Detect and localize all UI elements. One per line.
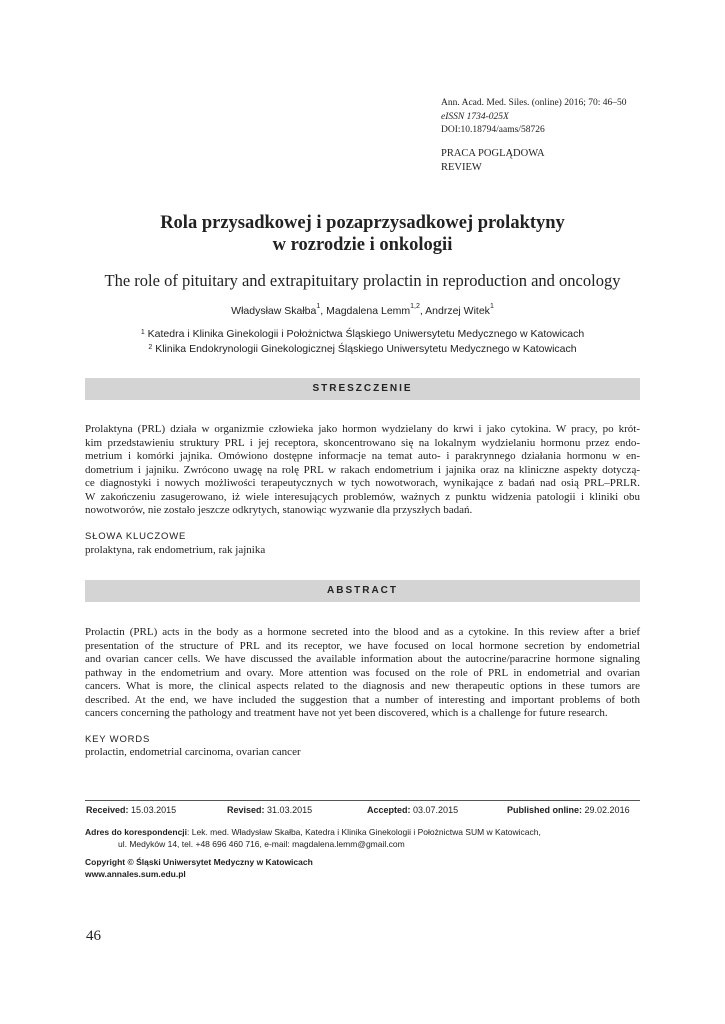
journal-eissn: eISSN 1734-025X bbox=[441, 111, 509, 122]
author-affiliation-mark: 1 bbox=[489, 303, 494, 310]
streszczenie-line: ce diagnostyki i nowych możliwości terapeutycznych w tych nowotworach, wynikające z badań nad osią PRL–PRLR. bbox=[85, 477, 640, 489]
keywords-label-pl: SŁOWA KLUCZOWE bbox=[85, 531, 187, 542]
page-number: 46 bbox=[86, 928, 101, 944]
correspondence-line1: : Lek. med. Władysław Skałba, Katedra i Klinika Ginekologii i Położnictwa SUM w Katowicach, bbox=[187, 827, 541, 837]
author-name: Władysław Skałba bbox=[231, 305, 317, 317]
keywords-en: prolactin, endometrial carcinoma, ovarian cancer bbox=[85, 746, 301, 758]
journal-doi: DOI:10.18794/aams/58726 bbox=[441, 125, 545, 135]
revised-label: Revised: bbox=[227, 805, 265, 815]
author-separator: , bbox=[419, 305, 426, 317]
keywords-label-en: KEY WORDS bbox=[85, 734, 151, 745]
correspondence-label: Adres do korespondencji bbox=[85, 827, 188, 837]
copyright bbox=[85, 856, 313, 880]
affiliation-number: 2 bbox=[148, 344, 153, 351]
title-polish bbox=[60, 212, 665, 256]
accepted-value: 03.07.2015 bbox=[413, 805, 459, 815]
article-type bbox=[441, 147, 545, 175]
received-date bbox=[86, 805, 176, 815]
accepted-date bbox=[367, 805, 458, 815]
abstract-body bbox=[85, 626, 640, 721]
received-label: Received: bbox=[86, 805, 129, 815]
affiliation-text: Klinika Endokrynologii Ginekologicznej Śląskiego Uniwersytetu Medycznego w Katowicach bbox=[155, 343, 577, 355]
streszczenie-heading: STRESZCZENIE bbox=[85, 378, 640, 400]
journal-website: www.annales.sum.edu.pl bbox=[85, 869, 186, 879]
streszczenie-line: metrium i komórki jajnika. Omówiono dostępne informacje na temat auto- i parakrynnego działania hormonu w en- bbox=[85, 450, 640, 462]
published-value: 29.02.2016 bbox=[584, 805, 630, 815]
abstract-heading: ABSTRACT bbox=[85, 580, 640, 602]
streszczenie-line: dometrium i jajniku. Zwrócono uwagę na rolę PRL w rakach endometrium i jajnika oraz na kliniczne aspekty dotyczą- bbox=[85, 463, 640, 476]
journal-info bbox=[441, 97, 627, 138]
affiliation-number: 1 bbox=[140, 329, 145, 336]
revised-value: 31.03.2015 bbox=[267, 805, 313, 815]
dates-divider bbox=[85, 800, 640, 801]
title-polish-line2: w rozrodzie i onkologii bbox=[272, 235, 453, 255]
article-type-pl: PRACA POGLĄDOWA bbox=[441, 148, 545, 159]
published-label: Published online: bbox=[507, 805, 583, 815]
revised-date bbox=[227, 805, 312, 815]
correspondence-line2: ul. Medyków 14, tel. +48 696 460 716, e-mail: magdalena.lemm@gmail.com bbox=[118, 839, 405, 849]
affiliation-text: Katedra i Klinika Ginekologii i Położnictwa Śląskiego Uniwersytetu Medycznego w Katowicach bbox=[147, 328, 585, 340]
affiliation-list bbox=[60, 327, 665, 357]
author-affiliation-mark: 1,2 bbox=[410, 303, 420, 310]
title-polish-line1: Rola przysadkowej i pozaprzysadkowej prolaktyny bbox=[160, 213, 565, 233]
correspondence bbox=[85, 826, 645, 850]
article-type-en: REVIEW bbox=[441, 162, 482, 173]
abstract-line: described. At the end, we have included the suggestion that a number of interesting and important problems of both bbox=[85, 693, 640, 706]
abstract-line: cancers concerning the pathology and treatment have not yet been discovered, which is a challenge for future research. bbox=[85, 707, 608, 719]
streszczenie-line: nowotworów, nie zostało jeszcze odkrytych, stanowiąc wyzwanie dla przyszłych badań. bbox=[85, 504, 473, 516]
title-english: The role of pituitary and extrapituitary prolactin in reproduction and oncology bbox=[104, 271, 621, 290]
copyright-line: Copyright © Śląski Uniwersytet Medyczny w Katowicach bbox=[85, 857, 313, 867]
author-name: Magdalena Lemm bbox=[326, 305, 411, 317]
affiliation-item bbox=[60, 342, 665, 357]
published-date bbox=[507, 805, 630, 815]
streszczenie-line: W zakończeniu zasugerowano, iż wiele interesujących problemów, ważnych z punktu widzenia patologii i kliniki obu bbox=[85, 490, 640, 503]
accepted-label: Accepted: bbox=[367, 805, 411, 815]
journal-citation: Ann. Acad. Med. Siles. (online) 2016; 70: 46–50 bbox=[441, 98, 627, 108]
abstract-line: pathway in the endometrium and ovary. More attention was focused on the role of PRL in endometrial and ovarian bbox=[85, 666, 640, 679]
author-affiliation-mark: 1 bbox=[316, 303, 321, 310]
received-value: 15.03.2015 bbox=[131, 805, 177, 815]
streszczenie-body bbox=[85, 423, 640, 518]
abstract-line: and ovarian cancer cells. We have discussed the available information about the autocrine/paracrine hormone signaling bbox=[85, 653, 640, 665]
author-list bbox=[60, 305, 665, 317]
abstract-line: cancers. What is more, the clinical aspects related to the diagnosis and new therapeutic options in these tumors are bbox=[85, 680, 640, 692]
streszczenie-line: Prolaktyna (PRL) działa w organizmie człowieka jako hormon wydzielany do krwi i jako cytokina. W pracy, po krót- bbox=[85, 423, 640, 435]
streszczenie-line: kim przedstawieniu struktury PRL i jej receptora, skoncentrowano się na lokalnym wydzielaniu hormonu przez endo- bbox=[85, 436, 640, 449]
abstract-line: presentation of the structure of PRL and its receptor, we have focused on local hormone secretion by endometrial bbox=[85, 639, 640, 652]
author-separator: , bbox=[320, 305, 327, 317]
abstract-line: Prolactin (PRL) acts in the body as a hormone secreted into the blood and as a cytokine. In this review after a brief bbox=[85, 626, 640, 638]
author-name: Andrzej Witek bbox=[425, 305, 490, 317]
keywords-pl: prolaktyna, rak endometrium, rak jajnika bbox=[85, 544, 266, 556]
affiliation-item bbox=[60, 327, 665, 342]
